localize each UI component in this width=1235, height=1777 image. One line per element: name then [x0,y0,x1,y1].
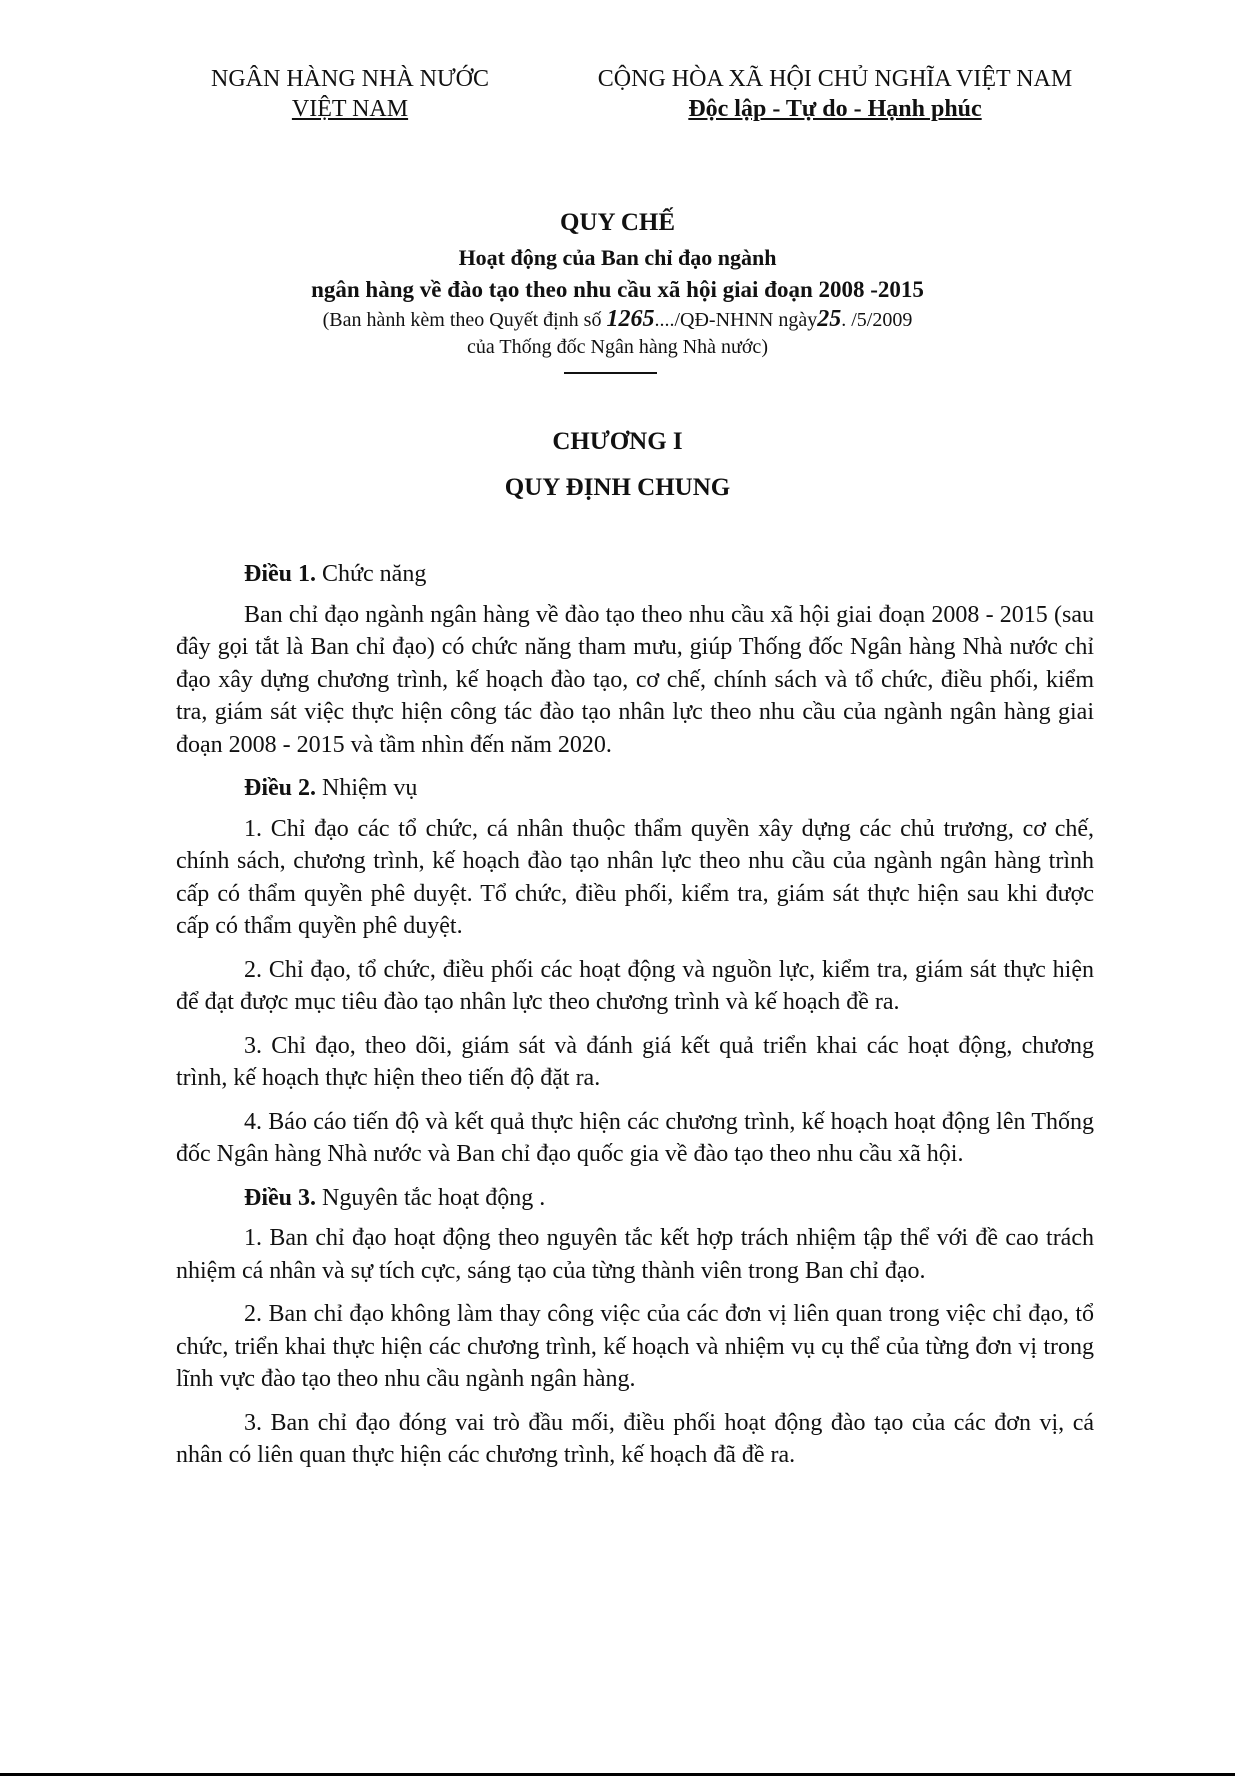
agency-name-line1: NGÂN HÀNG NHÀ NƯỚC [211,66,489,92]
article-1-heading [176,558,1094,591]
article-number: Điều 3. [244,1184,316,1211]
article-3-clause-3: 3. Ban chỉ đạo đóng vai trò đầu mối, điều phối hoạt động đào tạo của các đơn vị, cá nhân có liên quan thực hiện các chương trình, kế hoạch đã đề ra. [176,1409,1094,1468]
chapter-name: QUY ĐỊNH CHUNG [504,474,731,501]
national-heading [540,64,1130,124]
chapter-label: CHƯƠNG I [552,428,683,455]
article-name: Chức năng [316,561,427,587]
article-number: Điều 2. [244,775,316,801]
article-3-heading [176,1182,1094,1215]
issuance-note [0,306,1235,333]
article-1-paragraph: Ban chỉ đạo ngành ngân hàng về đào tạo theo nhu cầu xã hội giai đoạn 2008 - 2015 (sau đây gọi tắt là Ban chỉ đạo) có chức năng tham mưu, giúp Thống đốc Ngân hàng Nhà nước chỉ đạo xây dựng chương trình, kế hoạch đào tạo, cơ chế, chính sách và tổ chức, điều phối, kiểm tra, giám sát việc thực hiện công tác đào tạo nhân lực theo nhu cầu của ngành ngân hàng giai đoạn 2008 - 2015 và tầm nhìn đến năm 2020. [176,601,1094,758]
issuing-agency [160,64,540,124]
article-2-heading [176,772,1094,805]
document-body [176,558,1094,1483]
issuance-note-line2: của Thống đốc Ngân hàng Nhà nước) [467,336,768,358]
issuance-note-text: (Ban hành kèm theo Quyết định số [322,309,607,331]
handwritten-day: 25 [817,306,842,332]
issuance-note-date: . /5/2009 [841,309,913,331]
handwritten-decision-number: 1265 [606,306,655,332]
issuance-note-text: ..../QĐ-NHNN ngày [654,309,818,331]
nation-name: CỘNG HÒA XÃ HỘI CHỦ NGHĨA VIỆT NAM [597,66,1073,92]
document-subtitle-line2: ngân hàng về đào tạo theo nhu cầu xã hội giai đoạn 2008 -2015 [311,277,924,302]
article-name: Nguyên tắc hoạt động . [316,1184,546,1211]
article-2-clause-4: 4. Báo cáo tiến độ và kết quả thực hiện các chương trình, kế hoạch hoạt động lên Thống đốc Ngân hàng Nhà nước và Ban chỉ đạo quốc gia về đào tạo theo nhu cầu xã hội. [176,1108,1094,1167]
document-subtitle-line1: Hoạt động của Ban chỉ đạo ngành [458,245,777,270]
agency-name-line2: VIỆT NAM [291,96,409,122]
page-bottom-edge [0,1773,1235,1776]
article-2-clause-2: 2. Chỉ đạo, tổ chức, điều phối các hoạt động và nguồn lực, kiểm tra, giám sát thực hiện để đạt được mục tiêu đào tạo nhân lực theo chương trình và kế hoạch đề ra. [176,956,1094,1015]
article-number: Điều 1. [244,561,316,587]
article-2-clause-1: 1. Chỉ đạo các tổ chức, cá nhân thuộc thẩm quyền xây dựng các chủ trương, cơ chế, chính sách, chương trình, kế hoạch đào tạo nhân lực theo nhu cầu của ngành ngân hàng trình cấp có thẩm quyền phê duyệt. Tổ chức, điều phối, kiểm tra, giám sát thực hiện sau khi được cấp có thẩm quyền phê duyệt. [176,815,1094,939]
title-divider [564,372,657,374]
national-motto: Độc lập - Tự do - Hạnh phúc [688,96,982,122]
article-2-clause-3: 3. Chỉ đạo, theo dõi, giám sát và đánh giá kết quả triển khai các hoạt động, chương trình, kế hoạch thực hiện theo tiến độ đặt ra. [176,1032,1094,1091]
article-3-clause-1: 1. Ban chỉ đạo hoạt động theo nguyên tắc kết hợp trách nhiệm tập thể với đề cao trách nhiệm cá nhân và sự tích cực, sáng tạo của từng thành viên trong Ban chỉ đạo. [176,1225,1094,1284]
document-title: QUY CHẾ [559,209,676,236]
article-3-clause-2: 2. Ban chỉ đạo không làm thay công việc của các đơn vị liên quan trong việc chỉ đạo, tổ chức, triển khai thực hiện các chương trình, kế hoạch và nhiệm vụ cụ thể của từng đơn vị trong lĩnh vực đào tạo theo nhu cầu ngành ngân hàng. [176,1301,1094,1392]
article-name: Nhiệm vụ [316,775,418,801]
